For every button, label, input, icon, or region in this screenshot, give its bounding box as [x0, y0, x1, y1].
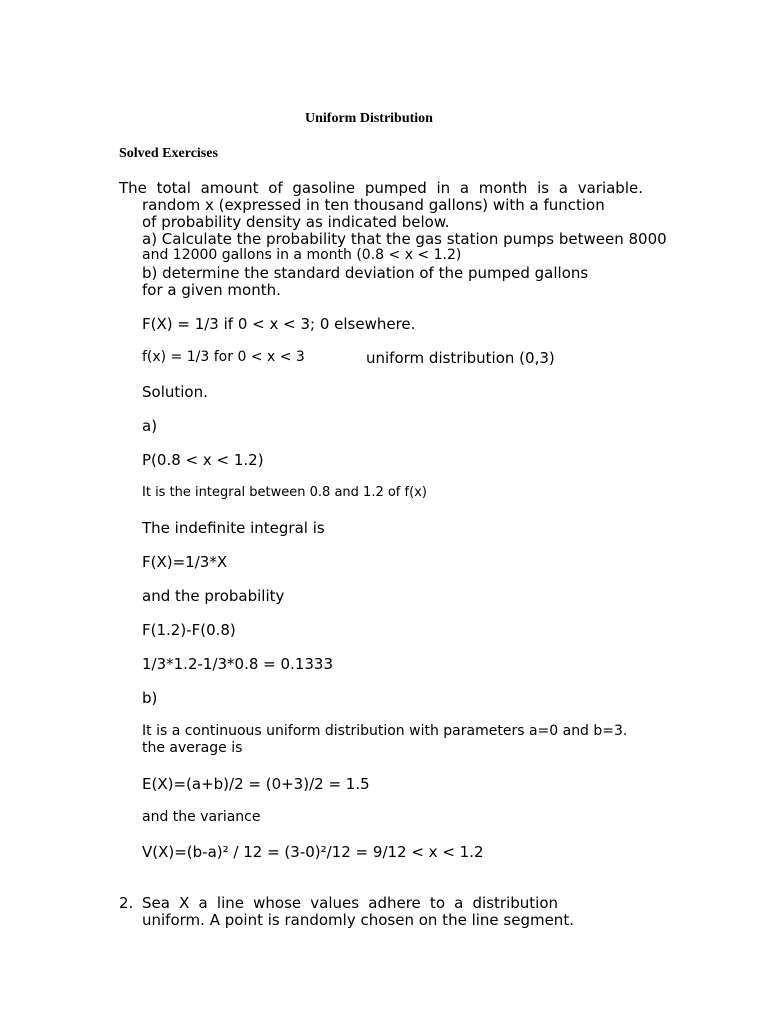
exercise-1-line: b) determine the standard deviation of the pumped gallons [142, 264, 589, 282]
distribution-label: uniform distribution (0,3) [366, 349, 555, 367]
exercise-2-line: uniform. A point is randomly chosen on the line segment. [142, 911, 574, 929]
exercise-1-line: for a given month. [142, 281, 281, 299]
exercise-1-line: and 12000 gallons in a month (0.8 < x < 1.2) [142, 247, 462, 263]
exercise-2-number: 2. [119, 894, 134, 912]
section-heading: Solved Exercises [119, 146, 218, 161]
difference-formula: F(1.2)-F(0.8) [142, 621, 236, 639]
pdf-definition: f(x) = 1/3 for 0 < x < 3 [142, 349, 305, 365]
and-variance-text: and the variance [142, 809, 261, 825]
exercise-1-line: random x (expressed in ten thousand gallons) with a function [142, 196, 605, 214]
exercise-2-line: Sea X a line whose values adhere to a distribution [142, 894, 558, 912]
and-probability-text: and the probability [142, 587, 285, 605]
probability-result: 1/3*1.2-1/3*0.8 = 0.1333 [142, 655, 333, 673]
parameters-text: It is a continuous uniform distribution with parameters a=0 and b=3. [142, 723, 628, 739]
antiderivative-formula: F(X)=1/3*X [142, 553, 228, 571]
exercise-1-line: a) Calculate the probability that the gas station pumps between 8000 [142, 230, 667, 248]
mean-formula: E(X)=(a+b)/2 = (0+3)/2 = 1.5 [142, 775, 370, 793]
document-title: Uniform Distribution [305, 111, 433, 126]
cdf-definition: F(X) = 1/3 if 0 < x < 3; 0 elsewhere. [142, 315, 416, 333]
exercise-1-intro: The total amount of gasoline pumped in a month is a variable. [119, 179, 643, 197]
exercise-1-line: of probability density as indicated below. [142, 213, 450, 231]
solution-heading: Solution. [142, 383, 208, 401]
average-text: the average is [142, 740, 243, 756]
indefinite-integral-text: The indefinite integral is [142, 519, 325, 537]
part-b-label: b) [142, 689, 158, 707]
integral-note: It is the integral between 0.8 and 1.2 of f(x) [142, 485, 427, 500]
variance-formula: V(X)=(b-a)² / 12 = (3-0)²/12 = 9/12 < x < 1.2 [142, 843, 484, 861]
part-a-label: a) [142, 417, 158, 435]
probability-expression: P(0.8 < x < 1.2) [142, 451, 264, 469]
